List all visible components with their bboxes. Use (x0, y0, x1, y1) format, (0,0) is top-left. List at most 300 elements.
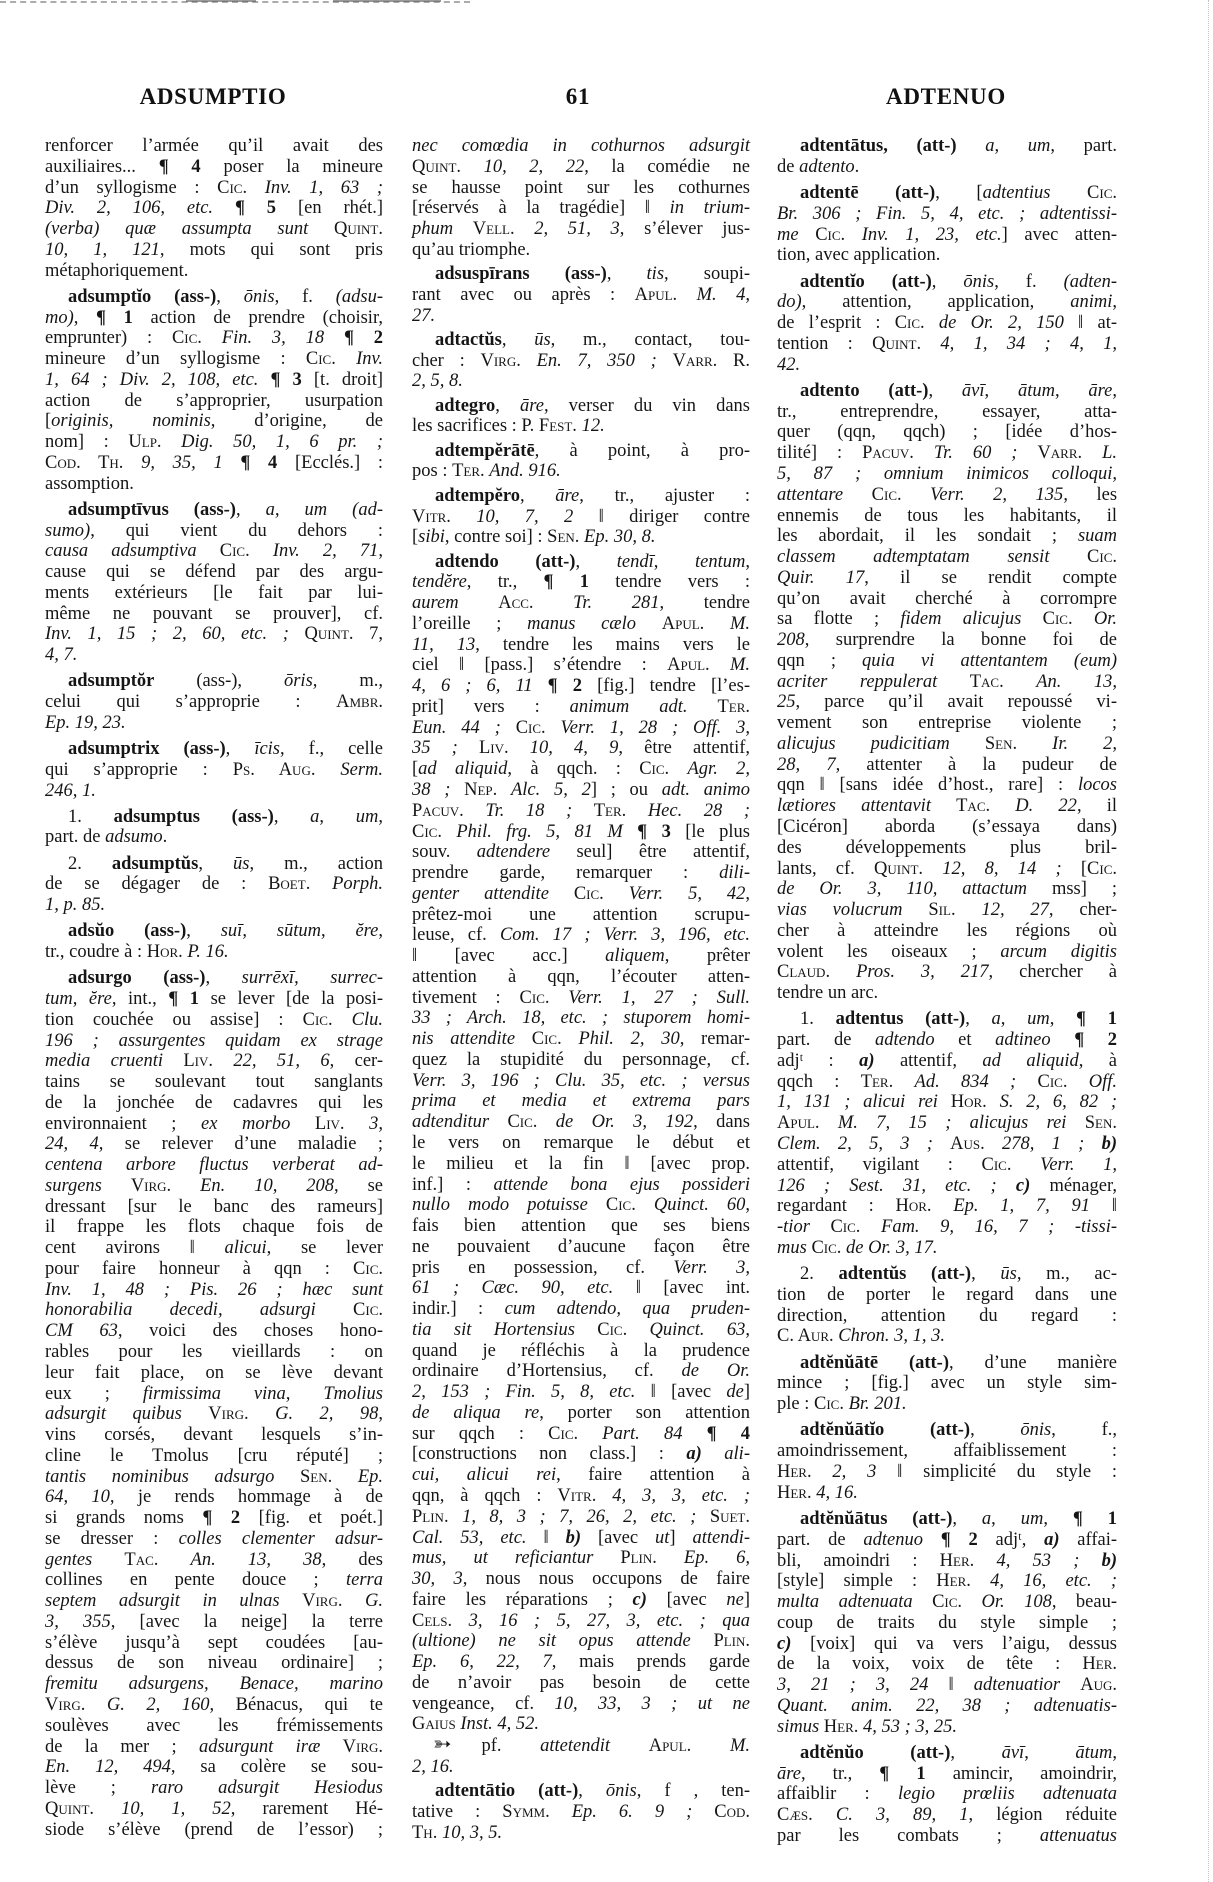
italic-text: fidem alicujus (900, 609, 1022, 630)
line-text (412, 1175, 750, 1195)
line-text (777, 713, 1117, 733)
text-run: de la voix, voix de tête : (777, 1654, 1083, 1675)
entry-line (45, 1176, 383, 1197)
italic-text: Serm. (340, 759, 384, 780)
italic-text: me (777, 224, 799, 245)
italic-text: ōnis (963, 271, 995, 292)
text-run: qqn, à qqch : (412, 1486, 558, 1506)
headword: adtentātus, (att-) (800, 136, 957, 156)
entry-line (412, 718, 750, 739)
author-abbreviation: Quint. (304, 624, 354, 645)
text-run: , (575, 551, 617, 572)
text-run: , [ (935, 183, 983, 204)
text-run: , (1049, 1009, 1077, 1030)
sense-marker: a) (1044, 1529, 1060, 1550)
author-abbreviation: Virg. (480, 350, 521, 371)
italic-text: media cruenti (45, 1051, 163, 1072)
italic-text: And. 916. (489, 461, 561, 482)
text-run (162, 432, 182, 452)
italic-text: lætiores attentavit (777, 796, 931, 817)
text-run: action de prendre (choisir, (132, 307, 383, 328)
author-abbreviation: Cic. (815, 224, 846, 245)
text-run: adjᵗ, (977, 1529, 1045, 1550)
text-run: , prêter (664, 946, 750, 967)
text-run: , se relever d’une maladie ; (98, 1134, 383, 1155)
entry-line (45, 583, 383, 604)
line-text (412, 1320, 750, 1340)
line-text (45, 1384, 383, 1404)
headword: adtactŭs (435, 329, 502, 350)
author-abbreviation: Cic. (353, 1258, 383, 1279)
line-text (45, 1550, 383, 1570)
italic-text: Eun. 44 ; (412, 717, 501, 738)
italic-text: locos (1077, 775, 1117, 796)
italic-text: de Or. 2, 150 (938, 313, 1064, 334)
text-run: ne pouvaient d’aucune façon être (412, 1236, 750, 1257)
italic-text: ali- (724, 1444, 750, 1465)
entry-line (45, 500, 383, 521)
line-text (45, 1653, 383, 1673)
text-run: , nous nous occupons de faire (462, 1569, 750, 1590)
line-text (800, 1420, 1117, 1440)
author-abbreviation: C. Aur. (777, 1326, 834, 1347)
entry-line (45, 827, 383, 848)
entry-line (45, 739, 383, 760)
line-text (777, 775, 1117, 795)
line-text (777, 1483, 858, 1503)
italic-text: Phil. 2, 30 (578, 1029, 680, 1050)
text-run (158, 1550, 190, 1570)
text-run: . (854, 156, 860, 177)
italic-text: Ep. 19, 23. (45, 712, 126, 733)
text-run: , d’une manière (949, 1352, 1117, 1373)
italic-text: de Or. 3, 110, attactum (777, 879, 1028, 900)
text-run: , (950, 1742, 1002, 1763)
entry-line (777, 1373, 1117, 1394)
text-run: tains se soulevant tout sanglants (45, 1072, 383, 1093)
text-run: , surprendre la bonne foi de (804, 630, 1117, 651)
italic-text: dili- (719, 863, 750, 884)
text-run: [avec (646, 1589, 727, 1610)
text-run: , (186, 921, 221, 942)
line-text (45, 1155, 383, 1175)
line-text (435, 396, 750, 416)
text-run: tion couchée ou assise] : (45, 1009, 303, 1030)
entry-line (412, 759, 750, 780)
entry-line (412, 780, 750, 801)
italic-text: de Or. 3, 17. (846, 1237, 938, 1258)
text-run (932, 1196, 954, 1216)
author-abbreviation: Cic. (1087, 547, 1118, 568)
text-run: (ass-), (154, 671, 284, 692)
text-run: dressant [sur le banc des rameurs] (45, 1196, 383, 1217)
italic-text: aurem (412, 593, 459, 614)
author-abbreviation: Ps. Aug. (232, 759, 316, 780)
italic-text: centena arbore fluctus verberat ad- (45, 1155, 383, 1176)
line-text (412, 1091, 750, 1111)
italic-text: um (1020, 1509, 1044, 1529)
line-text (777, 1092, 1117, 1112)
text-run: auxiliaires... (45, 156, 159, 177)
entry-line (777, 1764, 1117, 1785)
author-abbreviation: Quint. (333, 219, 383, 240)
author-abbreviation: Pacuv. (862, 443, 914, 464)
italic-text: Tr. 18 ; (485, 800, 573, 821)
sense-number: ¶ 2 (547, 676, 582, 697)
entry-line (45, 760, 383, 781)
entry-line (777, 879, 1117, 900)
entry-line (45, 713, 383, 734)
italic-text: Div. 2, 106, etc. (45, 198, 214, 219)
scan-artifact-line (333, 0, 441, 2)
text-run: rant avec ou après : (412, 284, 635, 305)
entry-line (45, 1778, 383, 1799)
entry-line (412, 1714, 750, 1735)
line-text (45, 349, 383, 369)
sense-number: ¶ 5 (234, 198, 277, 219)
text-run: , (294, 968, 331, 989)
line-text (412, 884, 750, 904)
author-abbreviation: Her. (823, 1716, 859, 1737)
author-abbreviation: Ulp. (128, 432, 162, 453)
line-text (777, 609, 1117, 629)
entry-line (777, 1134, 1117, 1155)
text-run: , mais prends garde (551, 1652, 750, 1673)
text-run: 2. (800, 1264, 839, 1285)
text-run: direction, attention du regard : (777, 1305, 1117, 1326)
text-run: cher à atteindre les régions où (777, 920, 1117, 941)
italic-text: 12, 8, 14 ; (942, 858, 1062, 879)
entry-line (412, 1569, 750, 1590)
author-abbreviation: Cic. (305, 349, 336, 370)
italic-text: L. (1102, 443, 1118, 464)
text-run: , (994, 136, 1028, 156)
line-text (45, 308, 383, 328)
text-run: renforcer l’armée qu’il avait des (45, 136, 383, 156)
entry-line (777, 838, 1117, 859)
headword: adsuspīrans (ass-) (435, 264, 607, 285)
text-run (123, 453, 141, 473)
text-run: [ (1061, 858, 1088, 879)
text-run: mince ; [fig.] avec un style sim- (777, 1373, 1117, 1394)
entry-line (45, 562, 383, 583)
line-text (45, 370, 383, 390)
text-run (310, 874, 332, 894)
column-2 (412, 136, 750, 1844)
line-text (412, 1071, 750, 1091)
line-text (435, 486, 750, 506)
italic-text: An. 13, 38 (190, 1549, 322, 1570)
author-abbreviation: Cic. (353, 1300, 384, 1321)
entry-line (412, 198, 750, 219)
entry-line (777, 692, 1117, 713)
entry-line (45, 1674, 383, 1695)
text-run: , (73, 307, 97, 328)
line-text (68, 739, 383, 759)
text-run: , (320, 921, 356, 942)
text-run: [avec (581, 1527, 655, 1548)
entry-line (412, 1154, 750, 1175)
italic-text: animum adt. (569, 696, 688, 717)
entry-line (777, 1462, 1117, 1483)
line-text (777, 962, 1117, 982)
text-run: affaiblir : (777, 1784, 898, 1805)
entry-line (45, 1737, 383, 1758)
entry-line (45, 240, 383, 261)
entry-line (45, 1321, 383, 1342)
line-text (777, 464, 1117, 484)
italic-text: D. 22 (1015, 796, 1077, 817)
line-text (412, 593, 750, 613)
text-run: qu’on avait cherché à corrompre (777, 588, 1117, 609)
text-run (202, 328, 222, 348)
entry-line (777, 1196, 1117, 1217)
entry-line (777, 1113, 1117, 1134)
text-run: , attention, application, (801, 292, 1071, 313)
line-text (412, 198, 750, 218)
entry-line (45, 1010, 383, 1031)
line-text (45, 1217, 383, 1237)
text-run (812, 1462, 833, 1482)
text-run (102, 1176, 131, 1196)
sense-number: ¶ 1 (96, 307, 133, 328)
line-text (412, 759, 750, 779)
text-run (550, 988, 569, 1008)
italic-text: Inv. 1, 15 ; 2, 60, etc. ; (45, 624, 289, 645)
italic-text: (adten- (1063, 271, 1117, 292)
text-run: , f., celle (280, 739, 384, 759)
text-run: ‖ simplicité du style : (876, 1461, 1118, 1482)
line-text (45, 178, 383, 198)
italic-text: ut (654, 1527, 670, 1548)
line-text (412, 1611, 750, 1631)
text-run: , se (334, 1175, 384, 1196)
text-run (1017, 734, 1052, 754)
line-text (412, 780, 750, 800)
text-run: tion, avec application. (777, 245, 941, 266)
entry-line (777, 1217, 1117, 1238)
text-run (451, 507, 476, 527)
italic-text: 1, 8, 3 ; 7, 26, 2, etc. ; (462, 1506, 697, 1527)
line-text (45, 328, 383, 348)
entry-line (412, 1071, 750, 1092)
text-run: [fig.] tendre [l’es- (582, 676, 750, 697)
text-run: , m., action (249, 853, 383, 874)
line-text (45, 1446, 383, 1466)
text-run (627, 1320, 649, 1340)
entry-line (412, 461, 750, 482)
line-text (777, 1217, 1117, 1237)
entry-line (45, 1716, 383, 1737)
line-text (412, 136, 750, 156)
italic-text: Verr. 3, (673, 1257, 751, 1278)
text-run (280, 1591, 303, 1611)
italic-text: ātum (1017, 380, 1055, 401)
line-text (45, 1238, 383, 1258)
text-run: indir.] : (412, 1299, 505, 1320)
entry-line (412, 136, 750, 157)
line-text (45, 1591, 383, 1611)
entry-line (45, 1259, 383, 1280)
author-abbreviation: Cic. (1087, 183, 1117, 204)
author-abbreviation: Her. (939, 1550, 975, 1571)
text-run (342, 1591, 365, 1611)
entry-line (777, 292, 1117, 313)
entry-line (777, 568, 1117, 589)
line-text (412, 1528, 750, 1548)
italic-text: fremitu adsurgens, Benace, marino (45, 1674, 383, 1695)
text-run (534, 593, 574, 613)
author-abbreviation: Virg. (45, 1695, 86, 1716)
entry-line (45, 624, 383, 645)
italic-text: Br. 201. (848, 1394, 907, 1415)
line-text (68, 968, 383, 988)
italic-text: de Or. (681, 1361, 750, 1382)
line-text (45, 1134, 383, 1154)
text-run (449, 1507, 462, 1527)
text-run: tion de porter le regard dans une (777, 1284, 1117, 1305)
sense-number: ¶ 1 (168, 988, 200, 1009)
line-text (412, 416, 605, 436)
italic-text: 2, 51, 3 (534, 219, 620, 240)
italic-text: 2, 153 ; Fin. 5, 8, etc. (412, 1382, 636, 1403)
text-run: , (235, 499, 266, 520)
italic-text: adtendo (875, 1030, 935, 1051)
text-run: environnaient ; (45, 1113, 202, 1134)
author-abbreviation: Cic. (1087, 858, 1117, 879)
entry-line (45, 370, 383, 391)
text-run: ] (669, 1527, 693, 1548)
italic-text: Com. 17 ; Verr. 3, 196, etc. (499, 925, 750, 946)
italic-text: de Or. 3, 192 (555, 1112, 694, 1133)
text-run (572, 801, 594, 821)
italic-text: adsumo (105, 827, 163, 848)
text-run (464, 801, 486, 821)
line-text (412, 285, 750, 305)
dictionary-entry (45, 807, 383, 849)
italic-text: M. 4, (696, 284, 750, 305)
italic-text: S. 2, 6, 82 ; (999, 1092, 1118, 1113)
italic-text: 10, 1, 121 (45, 239, 160, 260)
text-run (604, 884, 629, 904)
text-run (1021, 609, 1042, 629)
author-abbreviation: Cic. (871, 484, 902, 505)
line-text (412, 718, 750, 738)
italic-text: attetendit (540, 1736, 611, 1757)
text-run: tivement : (412, 987, 520, 1008)
text-run (450, 780, 464, 800)
text-run: rables pour les vieillards : on (45, 1342, 383, 1362)
italic-text: 2, 5, 8. (412, 371, 463, 392)
text-run: , sa colère se sou- (170, 1757, 383, 1778)
text-run: de se dégager de : (45, 874, 269, 895)
italic-text: manus cælo (527, 613, 637, 634)
text-run (332, 1467, 358, 1487)
entry-line (45, 968, 383, 989)
line-text (45, 827, 167, 847)
entry-line (45, 349, 383, 370)
italic-text: 24, 4 (45, 1134, 99, 1155)
italic-text: suam (1077, 526, 1117, 547)
text-run (489, 1112, 507, 1132)
text-run: , (745, 883, 751, 904)
text-run: de la jonchée de cadavres qui les (45, 1092, 383, 1113)
italic-text: īcis (254, 739, 281, 759)
author-abbreviation: Cic. (507, 1112, 538, 1133)
text-run: ménager, (1030, 1175, 1118, 1196)
line-text (777, 547, 1117, 567)
line-text (45, 562, 383, 582)
author-abbreviation: Ter. (452, 461, 485, 482)
italic-text: Tr. 60 ; (933, 443, 1018, 464)
line-text (777, 1805, 1117, 1825)
italic-text: adsurgunt iræ (198, 1736, 321, 1757)
italic-text: Quant. anim. 22, 38 ; adtenuatis- (777, 1695, 1117, 1716)
text-run: , légion réduite (968, 1805, 1118, 1826)
italic-text: (verba) quæ assumpta sunt (45, 219, 309, 240)
italic-text: 25 (777, 692, 796, 713)
text-run (1004, 672, 1036, 692)
text-run (593, 1548, 620, 1568)
italic-text: ūs (534, 329, 551, 350)
line-text (412, 1133, 750, 1153)
text-run: , (745, 1195, 751, 1216)
text-run: le vers on remarque le début et (412, 1132, 750, 1153)
entry-line (777, 921, 1117, 942)
entry-line (412, 1732, 750, 1758)
italic-text: 4, 1, 34 ; 4, 1, (940, 333, 1117, 354)
sense-marker: b) (1101, 1133, 1118, 1154)
entry-line (45, 895, 383, 916)
author-abbreviation: Her. (777, 1461, 812, 1482)
italic-text: Tr. 281 (573, 593, 660, 614)
text-run: , tr., (800, 1763, 880, 1784)
italic-text: Br. 306 ; Fin. 5, 4, etc. ; adtentissi- (777, 203, 1117, 224)
text-run: , remar- (679, 1029, 750, 1050)
entry-line (45, 1363, 383, 1384)
entry-line (777, 422, 1117, 443)
entry-line (412, 552, 750, 573)
line-text (777, 506, 1117, 526)
entry-line (777, 272, 1117, 293)
entry-line (45, 1051, 383, 1072)
line-text (412, 1652, 750, 1672)
italic-text: de aliqua re (412, 1402, 540, 1423)
entry-line (777, 1675, 1117, 1696)
text-run: ‖ [avec (635, 1382, 727, 1403)
author-abbreviation: Quint. (872, 333, 922, 354)
entry-line (777, 1155, 1117, 1176)
entry-line (45, 1114, 383, 1135)
line-text (777, 1696, 1117, 1716)
column-1 (45, 136, 383, 1840)
line-text (777, 1571, 1117, 1591)
entry-line (45, 989, 383, 1010)
sense-number: ¶ 4 (240, 452, 278, 473)
line-text (777, 838, 1117, 858)
italic-text: CM 63 (45, 1321, 118, 1342)
italic-text: 126 ; Sest. 31, etc. ; (777, 1175, 997, 1196)
entry-line (412, 1486, 750, 1507)
text-run: l’oreille ; (412, 613, 528, 634)
text-run: , (216, 286, 244, 307)
line-text (412, 572, 750, 592)
italic-text: adtenuo (863, 1529, 923, 1550)
text-run: , d’origine, de (210, 411, 383, 432)
text-run: regardant : (777, 1196, 896, 1217)
italic-text: Verr. 3, 196 ; Clu. 35, etc. ; versus (412, 1070, 750, 1091)
text-run (810, 1217, 831, 1237)
